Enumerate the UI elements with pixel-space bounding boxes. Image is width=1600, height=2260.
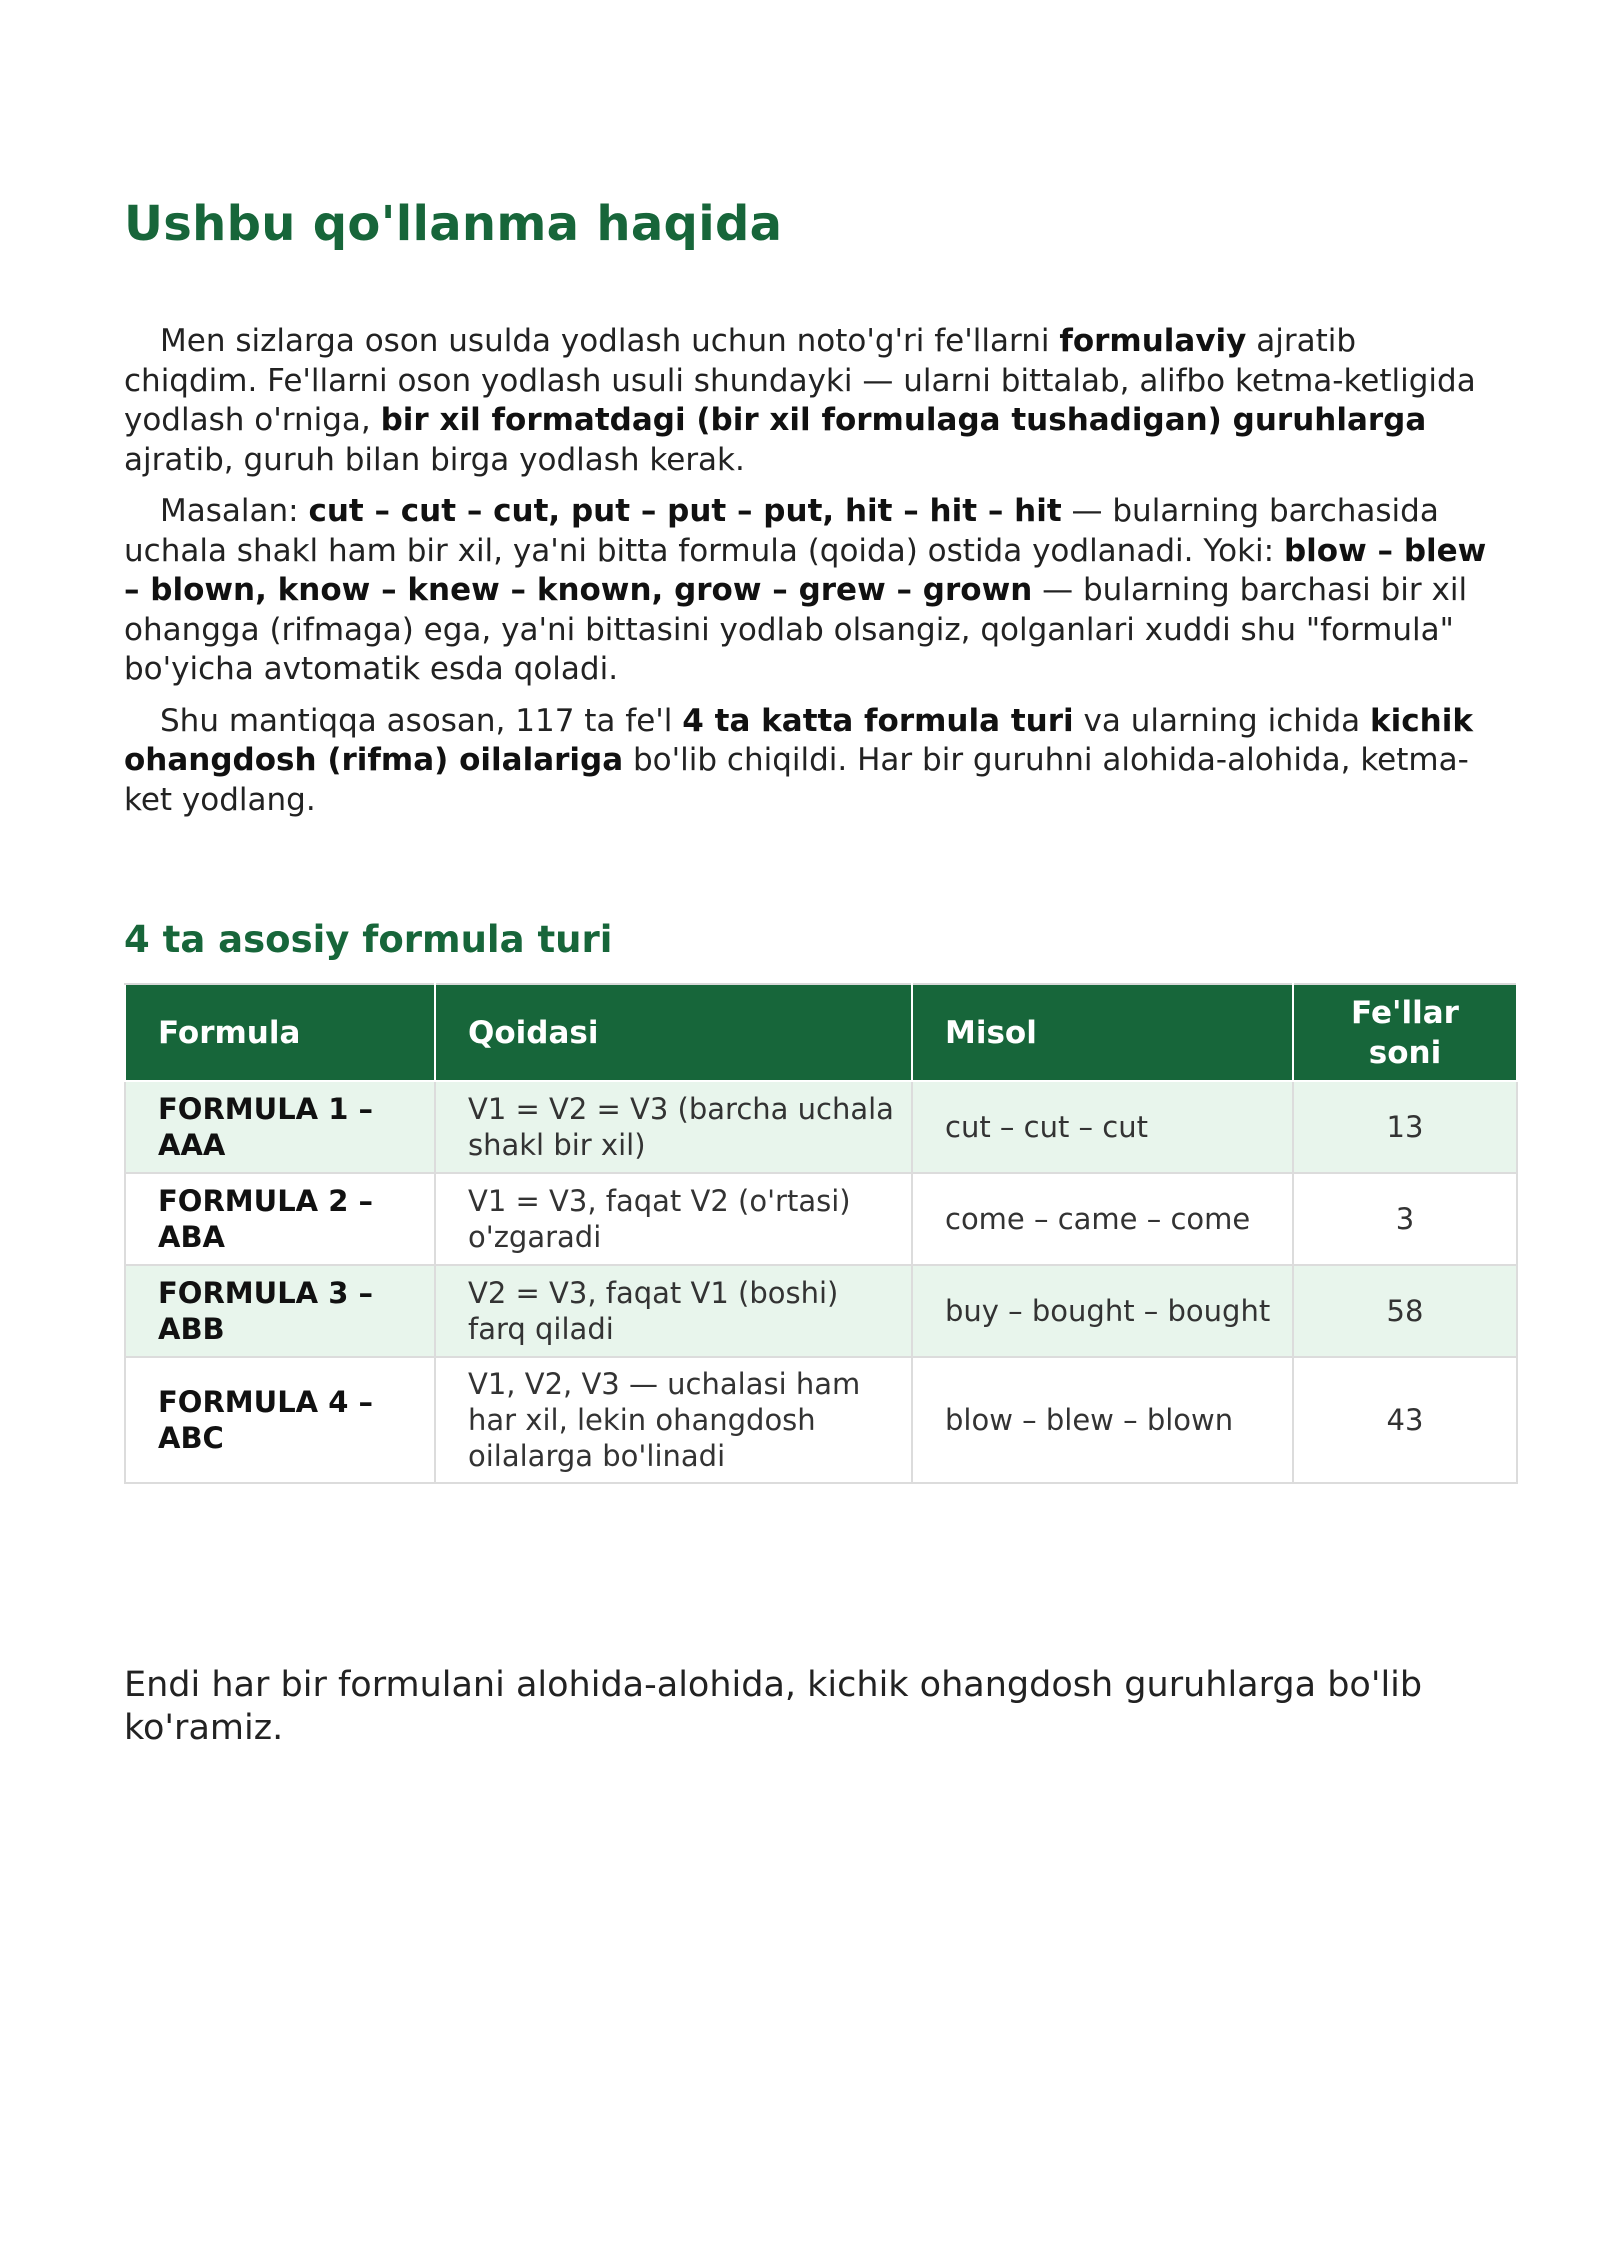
intro-paragraph-3 <box>124 702 1496 821</box>
header-count <box>1293 984 1517 1081</box>
table-header-row <box>125 984 1517 1081</box>
formula-rule: V2 = V3, faqat V1 (boshi) farq qiladi <box>435 1265 912 1357</box>
text-run: — bularning barchasi bir xil ohangga (rifmaga) ega, ya'ni bittasini yodlab olsangiz, qolganlari xuddi shu "formula" bo'yicha avtomatik esda qoladi. <box>124 572 1468 687</box>
bold-text: formulaviy <box>1059 323 1247 359</box>
text-run: bo'lib chiqildi. Har bir guruhni alohida-alohida, ketma-ket yodlang. <box>124 742 1469 818</box>
header-example: Misol <box>912 984 1293 1081</box>
formula-count: 58 <box>1293 1265 1517 1357</box>
text-run: Men sizlarga oson usulda yodlash uchun noto'g'ri fe'llarni <box>160 323 1060 359</box>
intro-paragraph-2 <box>124 492 1496 690</box>
bold-text: blow – blew – blown, know – knew – known, grow – grew – grown <box>124 532 1487 608</box>
formula-name: FORMULA 4 – ABC <box>125 1357 435 1483</box>
bold-text: kichik ohangdosh (rifma) oilalariga <box>124 702 1473 778</box>
header-count-line2: soni <box>1368 1034 1442 1071</box>
section-title: 4 ta asosiy formula turi <box>124 918 613 961</box>
bold-text: cut – cut – cut, put – put – put, hit – hit – hit <box>308 493 1062 529</box>
header-count-line1: Fe'llar <box>1351 994 1459 1031</box>
formula-count: 43 <box>1293 1357 1517 1483</box>
formula-example: buy – bought – bought <box>912 1265 1293 1357</box>
formula-count: 13 <box>1293 1081 1517 1173</box>
formula-count: 3 <box>1293 1173 1517 1265</box>
formula-rule: V1 = V2 = V3 (barcha uchala shakl bir xil) <box>435 1081 912 1173</box>
closing-paragraph: Endi har bir formulani alohida-alohida, kichik ohangdosh guruhlarga bo'lib ko'ramiz. <box>124 1665 1423 1748</box>
page-title: Ushbu qo'llanma haqida <box>124 196 783 252</box>
text-run: — bularning barchasida uchala shakl ham bir xil, ya'ni bitta formula (qoida) ostida yodlanadi. Yoki: <box>124 493 1439 569</box>
text-run: va ularning ichida <box>1073 702 1371 739</box>
formula-rule: V1, V2, V3 — uchalasi ham har xil, lekin ohangdosh oilalarga bo'linadi <box>435 1357 912 1483</box>
bold-text: bir xil formatdagi (bir xil formulaga tushadigan) guruhlarga <box>380 402 1427 438</box>
intro-paragraph-1 <box>124 322 1496 480</box>
formula-name: FORMULA 2 – ABA <box>125 1173 435 1265</box>
table-row <box>125 1265 1517 1357</box>
intro-section <box>124 322 1496 832</box>
formula-table <box>124 983 1518 1484</box>
table-row <box>125 1173 1517 1265</box>
text-run: ajratib, guruh bilan birga yodlash kerak. <box>124 441 745 478</box>
formula-example: cut – cut – cut <box>912 1081 1293 1173</box>
text-run: Masalan: <box>160 493 309 529</box>
formula-rule: V1 = V3, faqat V2 (o'rtasi) o'zgaradi <box>435 1173 912 1265</box>
header-rule: Qoidasi <box>435 984 912 1081</box>
formula-example: come – came – come <box>912 1173 1293 1265</box>
text-run: Shu mantiqqa asosan, 117 ta fe'l <box>160 702 683 739</box>
header-formula: Formula <box>125 984 435 1081</box>
table-row <box>125 1081 1517 1173</box>
formula-name: FORMULA 3 – ABB <box>125 1265 435 1357</box>
formula-example: blow – blew – blown <box>912 1357 1293 1483</box>
formula-name: FORMULA 1 – AAA <box>125 1081 435 1173</box>
bold-text: 4 ta katta formula turi <box>682 702 1074 739</box>
table-row <box>125 1357 1517 1483</box>
text-run: ajratib chiqdim. Fe'llarni oson yodlash usuli shundayki — ularni bittalab, alifbo ketma-ketligida yodlash o'rniga, <box>124 323 1476 438</box>
